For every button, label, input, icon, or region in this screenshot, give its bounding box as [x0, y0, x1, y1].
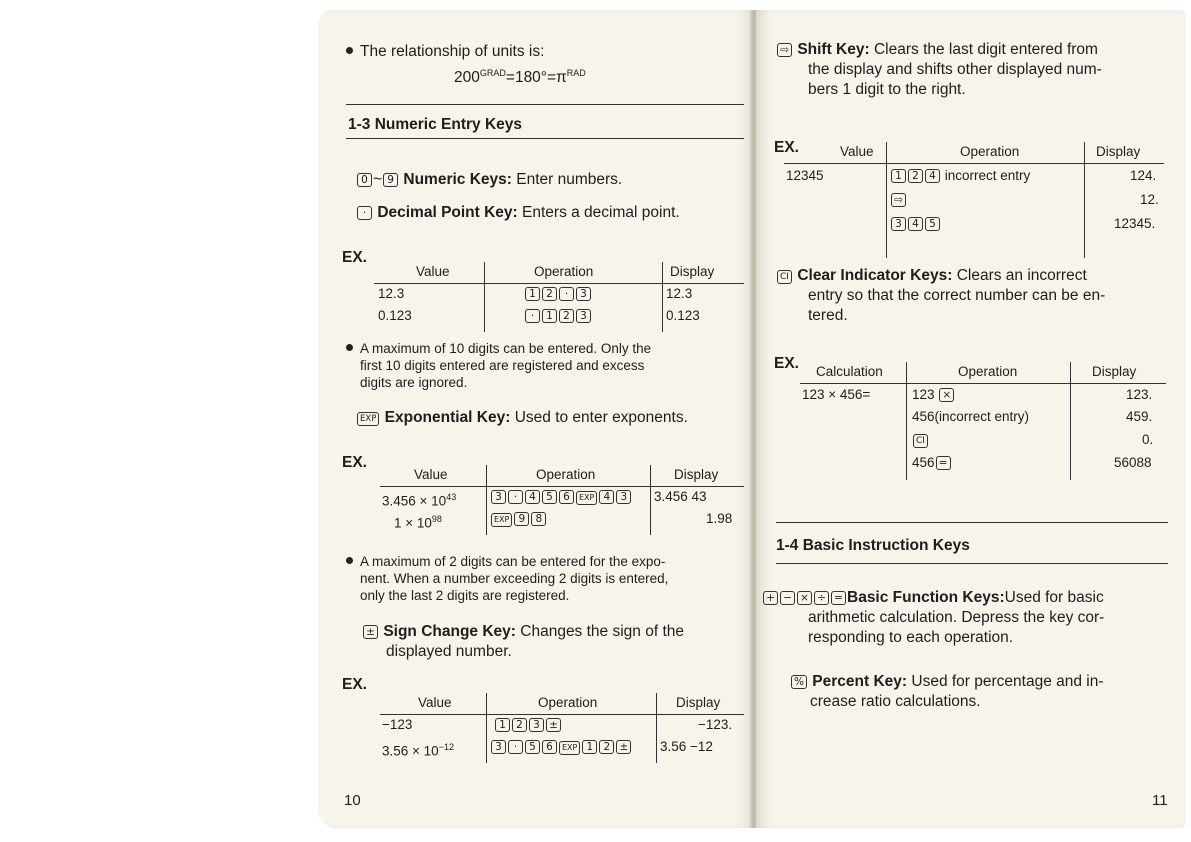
key-sequence: 1 2 · 3: [524, 284, 592, 304]
ex-label: EX.: [774, 355, 799, 372]
note-1: A maximum of 10 digits can be entered. Only the first 10 digits entered are registered and excess digits are ignored.: [346, 340, 651, 391]
col-header: Display: [1092, 364, 1137, 379]
key-sequence: CI: [912, 430, 929, 450]
table-cell: 12.3: [378, 286, 405, 301]
example-table-4: [784, 142, 1164, 258]
table-cell: −123: [382, 717, 413, 732]
decimal-key-line: · Decimal Point Key: Enters a decimal point.: [356, 203, 680, 223]
ex-label: EX.: [342, 454, 367, 471]
divide-key-icon: ÷: [814, 591, 829, 605]
plus-key-icon: +: [763, 591, 778, 605]
bullet-icon: [346, 557, 353, 564]
table-cell: $3.56 \times 10^{-12}$: [382, 742, 454, 759]
sign-change-key-icon: ±: [363, 625, 378, 639]
table-cell: $1 \times 10^{98}$: [394, 514, 442, 531]
key-sequence: 1 2 4 incorrect entry: [890, 166, 1030, 186]
col-header: Value: [840, 144, 874, 159]
table-cell: $3.456 \times 10^{43}$: [382, 492, 457, 509]
table-cell: 0.123: [378, 308, 412, 323]
table-cell: 3.56 −12: [660, 739, 713, 754]
key-sequence: 3 · 4 5 6 EXP 4 3: [490, 487, 632, 507]
key-sequence: 3 · 5 6 EXP 1 2 ±: [490, 737, 632, 757]
units-text: The relationship of units is:: [360, 43, 545, 60]
section-rule-bottom: [346, 138, 744, 139]
page-number-right: 11: [1152, 792, 1168, 809]
table-cell: 123.: [1126, 387, 1153, 402]
shift-key-icon: ⇨: [777, 43, 792, 57]
key-sequence: 3 4 5: [890, 214, 941, 234]
key-sequence: 123 ×: [912, 385, 955, 405]
key-sequence: 456 =: [912, 453, 952, 473]
key-sequence: ⇨: [890, 190, 907, 210]
col-header: Display: [676, 695, 721, 710]
example-table-5: [800, 362, 1166, 480]
basic-keys-block: + − × ÷ = Basic Function Keys:Used for basic arithmetic calculation. Depress the key cor- responding to each operation.: [762, 588, 1104, 648]
col-header: Value: [414, 467, 448, 482]
right-page: [756, 10, 1186, 828]
bullet-icon: [346, 47, 353, 54]
table-cell: 12345.: [1114, 216, 1156, 231]
table-cell: 0.: [1142, 432, 1154, 447]
bullet-icon: [346, 344, 353, 351]
exp-key-icon: EXP: [357, 412, 379, 426]
ex-label: EX.: [342, 676, 367, 693]
key-9-icon: 9: [383, 173, 398, 187]
ex-label: EX.: [774, 139, 799, 156]
col-header: Operation: [536, 467, 596, 482]
table-cell: 12.3: [666, 286, 693, 301]
note-2: A maximum of 2 digits can be entered for the expo- nent. When a number exceeding 2 digits is entered, only the last 2 digits are registered.: [346, 553, 668, 604]
ex-label: EX.: [342, 249, 367, 266]
decimal-key-icon: ·: [357, 206, 372, 220]
section-rule-top: [346, 104, 744, 105]
left-page: [318, 10, 754, 828]
page-number-left: 10: [344, 792, 361, 809]
example-table-1: [374, 262, 744, 332]
example-table-3: [380, 693, 744, 763]
clear-key-icon: CI: [777, 270, 792, 284]
shift-key-block: ⇨ Shift Key: Clears the last digit entered from the display and shifts other displayed num- bers 1 digit to the right.: [776, 40, 1102, 100]
table-cell: 12.: [1140, 192, 1159, 207]
table-cell: 12345: [786, 168, 824, 183]
col-header: Operation: [538, 695, 598, 710]
col-header: Display: [1096, 144, 1141, 159]
section-rule-top: [776, 522, 1168, 523]
table-cell: 56088: [1114, 455, 1152, 470]
section-rule-bottom: [776, 563, 1168, 564]
numeric-keys-line: 0 ~ 9 Numeric Keys: Enter numbers.: [356, 170, 622, 190]
minus-key-icon: −: [780, 591, 795, 605]
col-header: Value: [416, 264, 450, 279]
percent-key-block: % Percent Key: Used for percentage and in- crease ratio calculations.: [790, 672, 1104, 712]
table-cell: 0.123: [666, 308, 700, 323]
col-header: Display: [674, 467, 719, 482]
table-cell: −123.: [698, 717, 733, 732]
units-formula: $200^{GRAD}=180^\circ=\pi^{RAD}$: [454, 68, 586, 87]
percent-key-icon: %: [791, 675, 807, 689]
key-sequence: EXP 9 8: [490, 509, 547, 529]
col-header: Value: [418, 695, 452, 710]
table-cell: 459.: [1126, 409, 1153, 424]
col-header: Operation: [960, 144, 1020, 159]
exp-key-line: EXP Exponential Key: Used to enter exponents.: [356, 408, 688, 428]
key-0-icon: 0: [357, 173, 372, 187]
table-cell: 123 × 456=: [802, 387, 871, 402]
table-cell: 124.: [1130, 168, 1157, 183]
section-heading-1-3: 1-3 Numeric Entry Keys: [348, 116, 523, 133]
example-table-2: [380, 465, 744, 535]
table-cell: 1.98: [706, 511, 733, 526]
equals-key-icon: =: [831, 591, 846, 605]
table-cell: 3.456 43: [654, 489, 707, 504]
col-header: Operation: [534, 264, 594, 279]
key-sequence: · 1 2 3: [524, 306, 592, 326]
units-bullet-line: [346, 42, 544, 62]
section-heading-1-4: 1-4 Basic Instruction Keys: [776, 537, 970, 554]
key-sequence: 1 2 3 ±: [494, 715, 562, 735]
clear-key-block: CI Clear Indicator Keys: Clears an incorrect entry so that the correct number can be en- tered.: [776, 266, 1105, 326]
col-header: Display: [670, 264, 715, 279]
col-header: Operation: [958, 364, 1018, 379]
table-cell: 456(incorrect entry): [912, 409, 1030, 424]
col-header: Calculation: [816, 364, 883, 379]
sign-key-line: ± Sign Change Key: Changes the sign of the displayed number.: [362, 622, 684, 662]
multiply-key-icon: ×: [797, 591, 812, 605]
